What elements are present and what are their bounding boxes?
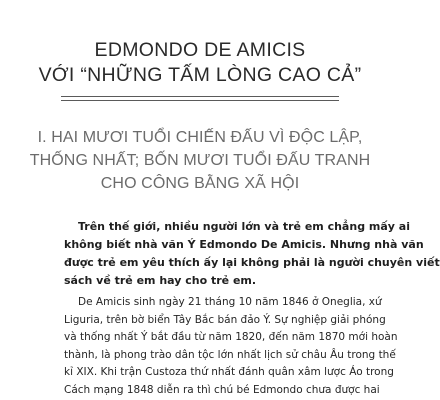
body-line-1: De Amicis sinh ngày 21 tháng 10 năm 1846 ở Oneglia, xứ <box>78 296 382 308</box>
section-heading <box>0 126 400 195</box>
body-line-5: kỉ XIX. Khi trận Custoza thứ nhất đánh quân xâm lược Áo trong <box>64 366 394 378</box>
intro-line-1: Trên thế giới, nhiều người lớn và trẻ em chẳng mấy ai <box>78 220 410 233</box>
body-line-3: và thống nhất Ý bắt đầu từ năm 1820, đến năm 1870 mới hoàn <box>64 331 398 343</box>
chapter-title <box>0 38 400 88</box>
title-divider-thick <box>61 96 339 97</box>
intro-paragraph <box>64 218 440 290</box>
body-line-2: Liguria, trên bờ biển Tây Bắc bán đảo Ý. Sự nghiệp giải phóng <box>64 313 386 326</box>
intro-line-4: sách về trẻ em hay cho trẻ em. <box>64 274 257 287</box>
body-line-4: thành, là phong trào dân tộc lớn nhất lịch sử châu Âu trong thế <box>64 348 396 361</box>
intro-line-2: không biết nhà văn Ý Edmondo De Amicis. Nhưng nhà văn <box>64 238 424 251</box>
chapter-title-line-2: VỚI “NHỮNG TẤM LÒNG CAO CẢ” <box>38 64 362 86</box>
section-heading-line-1: I. HAI MƯƠI TUỔI CHIẾN ĐẤU VÌ ĐỘC LẬP, <box>37 129 363 146</box>
body-paragraph <box>64 294 398 399</box>
section-heading-line-3: CHO CÔNG BẰNG XÃ HỘI <box>100 175 300 192</box>
chapter-title-line-1: EDMONDO DE AMICIS <box>94 39 306 61</box>
section-heading-line-2: THỐNG NHẤT; BỐN MƯƠI TUỔI ĐẤU TRANH <box>29 152 371 169</box>
intro-line-3: được trẻ em yêu thích ấy lại không phải là người chuyên viết <box>64 256 440 269</box>
title-divider-thin <box>61 100 339 101</box>
body-line-6: Cách mạng 1848 diễn ra thì chú bé Edmondo chưa được hai <box>64 383 380 396</box>
